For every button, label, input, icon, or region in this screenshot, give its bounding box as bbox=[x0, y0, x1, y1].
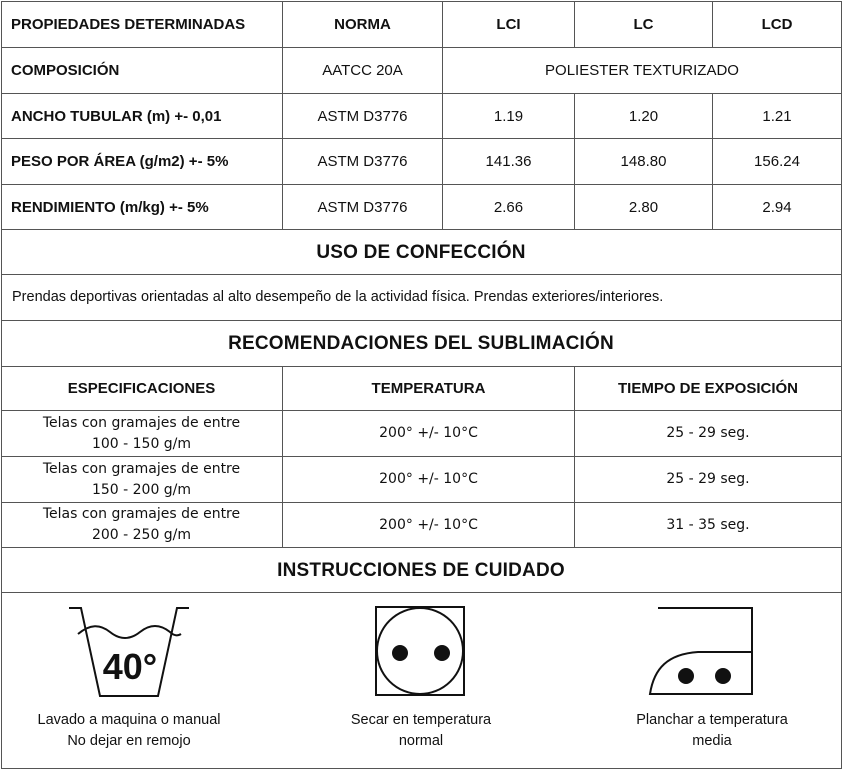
row-lci: 2.66 bbox=[493, 198, 524, 216]
header-propiedades: PROPIEDADES DETERMINADAS bbox=[11, 16, 246, 33]
composition-value: POLIESTER TEXTURIZADO bbox=[545, 62, 739, 79]
wash-caption bbox=[10, 710, 248, 752]
dry-line2: normal bbox=[398, 733, 444, 749]
row-lcd: 156.24 bbox=[754, 153, 800, 170]
wash-temp-label: 40° bbox=[102, 646, 158, 687]
row-lc: 2.80 bbox=[628, 198, 659, 216]
spec-line1: Telas con gramajes de entre bbox=[42, 506, 241, 522]
spec-cell bbox=[1, 503, 282, 547]
iron-caption bbox=[600, 710, 824, 752]
composition-label: COMPOSICIÓN bbox=[11, 62, 120, 79]
spec-line2: 100 - 150 g/m bbox=[91, 435, 192, 452]
iron-line2: media bbox=[692, 733, 732, 749]
spec-line2: 150 - 200 g/m bbox=[91, 481, 192, 498]
iron-line1: Planchar a temperatura bbox=[636, 712, 788, 728]
wash-line1: Lavado a maquina o manual bbox=[37, 712, 221, 728]
row-lci: 1.19 bbox=[493, 107, 524, 125]
cuidado-title: INSTRUCCIONES DE CUIDADO bbox=[277, 559, 565, 581]
header-temperatura: TEMPERATURA bbox=[371, 380, 486, 397]
composition-norma: AATCC 20A bbox=[322, 62, 403, 79]
row-line bbox=[1, 592, 842, 593]
wash-line2: No dejar en remojo bbox=[67, 733, 191, 749]
tumble-dry-icon bbox=[374, 605, 466, 697]
row-lc: 1.20 bbox=[628, 107, 659, 125]
time-cell: 25 - 29 seg. bbox=[666, 425, 750, 441]
iron-icon bbox=[648, 606, 756, 696]
row-lcd: 2.94 bbox=[762, 198, 792, 216]
row-lc: 148.80 bbox=[620, 153, 667, 170]
row-label: RENDIMIENTO (m/kg) +- 5% bbox=[11, 198, 209, 216]
temp-cell: 200° +/- 10°C bbox=[379, 516, 478, 533]
spec-line1: Telas con gramajes de entre bbox=[42, 414, 241, 431]
header-lci: LCI bbox=[496, 16, 521, 33]
temp-cell: 200° +/- 10°C bbox=[379, 425, 478, 441]
uso-text: Prendas deportivas orientadas al alto desempeño de la actividad física. Prendas exteriores/interiores. bbox=[12, 289, 664, 305]
spec-line1: Telas con gramajes de entre bbox=[42, 460, 241, 477]
row-norma: ASTM D3776 bbox=[317, 198, 408, 216]
header-lc: LC bbox=[633, 16, 654, 33]
border-bottom bbox=[1, 768, 842, 769]
uso-title: USO DE CONFECCIÓN bbox=[316, 241, 526, 263]
spec-cell bbox=[1, 411, 282, 456]
row-norma: ASTM D3776 bbox=[317, 107, 408, 125]
row-lci: 141.36 bbox=[485, 153, 532, 170]
row-label: ANCHO TUBULAR (m) +- 0,01 bbox=[11, 107, 222, 125]
row-lcd: 1.21 bbox=[762, 107, 792, 125]
dry-line1: Secar en temperatura bbox=[350, 712, 492, 728]
spec-line2: 200 - 250 g/m bbox=[91, 527, 192, 543]
sublimacion-title: RECOMENDACIONES DEL SUBLIMACIÓN bbox=[228, 333, 614, 354]
header-lcd: LCD bbox=[761, 16, 793, 33]
spec-cell bbox=[1, 457, 282, 502]
row-norma: ASTM D3776 bbox=[317, 153, 408, 170]
temp-cell: 200° +/- 10°C bbox=[379, 471, 478, 487]
row-label: PESO POR ÁREA (g/m2) +- 5% bbox=[11, 153, 229, 170]
wash-tub-icon bbox=[66, 604, 192, 700]
dry-caption bbox=[312, 710, 530, 752]
header-tiempo: TIEMPO DE EXPOSICIÓN bbox=[617, 380, 799, 397]
time-cell: 31 - 35 seg. bbox=[666, 516, 750, 533]
header-norma: NORMA bbox=[334, 16, 391, 33]
header-especificaciones: ESPECIFICACIONES bbox=[67, 380, 216, 397]
time-cell: 25 - 29 seg. bbox=[666, 471, 750, 487]
